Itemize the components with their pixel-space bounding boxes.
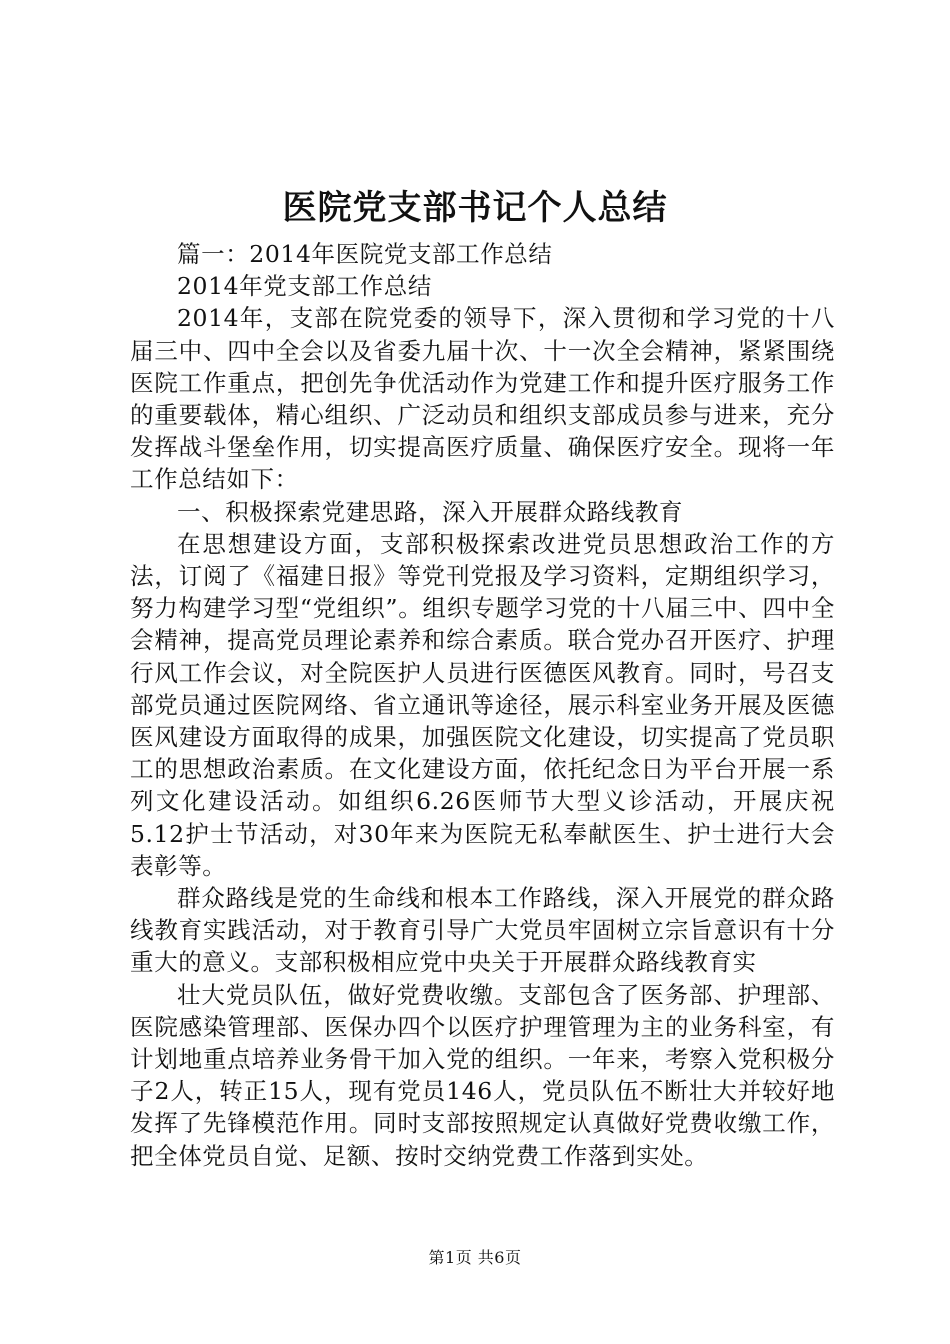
intro-paragraph: 2014年，支部在院党委的领导下，深入贯彻和学习党的十八届三中、四中全会以及省委九届十次、十一次全会精神，紧紧围绕医院工作重点，把创先争优活动作为党建工作和提升医疗服务工作的重要载体，精心组织、广泛动员和组织支部成员参与进来，充分发挥战斗堡垒作用，切实提高医疗质量、确保医疗安全。现将一年工作总结如下： (130, 304, 835, 494)
page-number-footer: 第1页 共6页 (428, 1248, 522, 1267)
mass-line-paragraph: 群众路线是党的生命线和根本工作路线，深入开展党的群众路线教育实践活动，对于教育引导广大党员牢固树立宗旨意识有十分重大的意义。支部积极相应党中央关于开展群众路线教育实 (130, 884, 835, 977)
section-heading-one: 一、积极探索党建思路，深入开展群众路线教育 (177, 497, 684, 526)
document-title: 医院党支部书记个人总结 (282, 188, 668, 228)
section-heading-part-one: 篇一：2014年医院党支部工作总结 (177, 240, 553, 268)
document-body (130, 238, 835, 1172)
report-subtitle: 2014年党支部工作总结 (177, 272, 433, 301)
party-member-team-paragraph: 壮大党员队伍，做好党费收缴。支部包含了医务部、护理部、医院感染管理部、医保办四个以医疗护理管理为主的业务科室，有计划地重点培养业务骨干加入党的组织。一年来，考察入党积极分子2人，转正15人，现有党员146人，党员队伍不断壮大并较好地发挥了先锋模范作用。同时支部按照规定认真做好党费收缴工作，把全体党员自觉、足额、按时交纳党费工作落到实处。 (130, 980, 835, 1170)
ideological-building-paragraph: 在思想建设方面，支部积极探索改进党员思想政治工作的方法，订阅了《福建日报》等党刊党报及学习资料，定期组织学习，努力构建学习型“党组织”。组织专题学习党的十八届三中、四中全会精神，提高党员理论素养和综合素质。联合党办召开医疗、护理行风工作会议，对全院医护人员进行医德医风教育。同时，号召支部党员通过医院网络、省立通讯等途径，展示科室业务开展及医德医风建设方面取得的成果，加强医院文化建设，切实提高了党员职工的思想政治素质。在文化建设方面，依托纪念日为平台开展一系列文化建设活动。如组织6.26医师节大型义诊活动，开展庆祝5.12护士节活动，对30年来为医院无私奉献医生、护士进行大会表彰等。 (130, 529, 835, 880)
